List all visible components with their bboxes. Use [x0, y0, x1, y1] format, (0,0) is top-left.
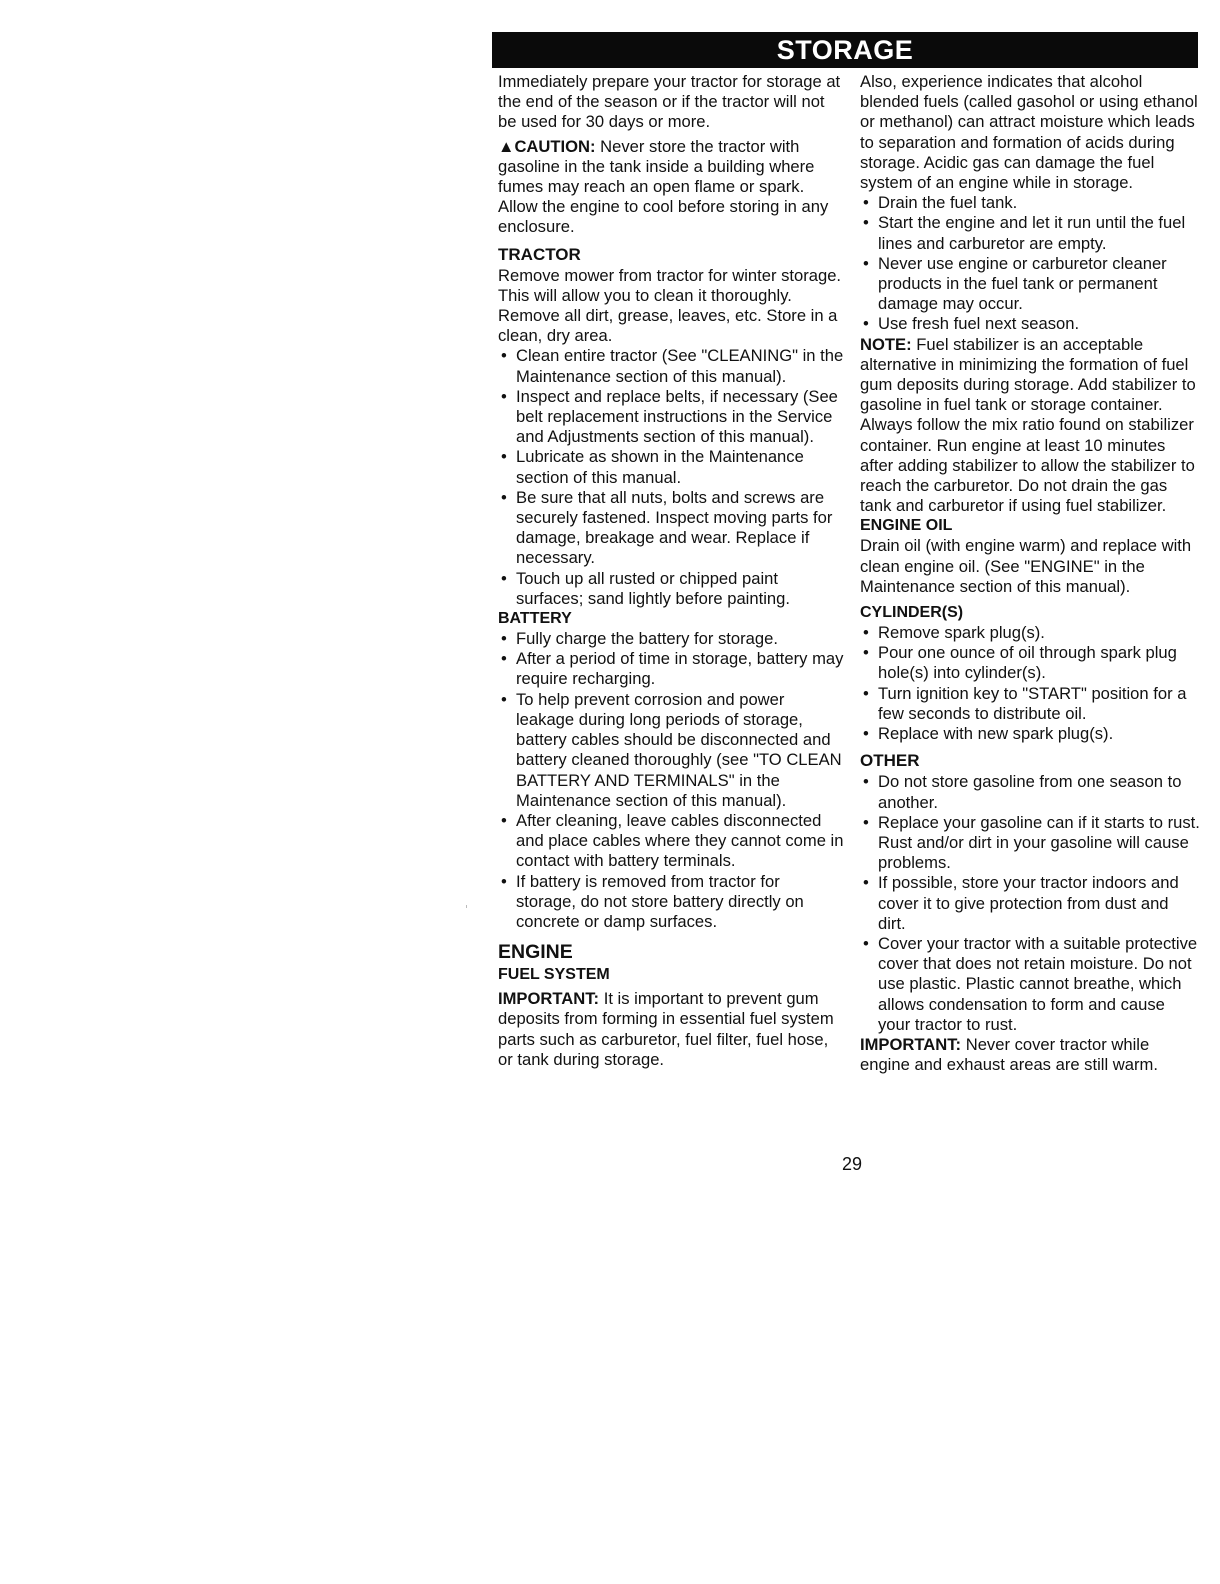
page-number: 29	[842, 1154, 863, 1174]
engine-oil-heading: ENGINE OIL	[860, 517, 953, 535]
engine-heading: ENGINE	[498, 941, 573, 964]
bullet-icon: •	[501, 487, 507, 507]
tractor-heading: TRACTOR	[498, 244, 581, 264]
bullet-icon: •	[863, 193, 869, 213]
bullet-icon: •	[863, 933, 869, 953]
bullet-icon: •	[863, 643, 869, 663]
bullet-icon: •	[863, 812, 869, 832]
bullet-icon: •	[501, 810, 507, 830]
list-item: • Pour one ounce of oil through spark plug hole(s) into cylinder(s).	[863, 643, 1177, 683]
bullet-icon: •	[863, 623, 869, 643]
fuel-list	[860, 193, 1200, 334]
list-item: • If possible, store your tractor indoors and cover it to give protection from dust and dirt.	[863, 873, 1179, 933]
section-banner	[492, 32, 1198, 68]
bullet-icon: •	[863, 873, 869, 893]
bullet-icon: •	[501, 346, 507, 366]
list-item: • Fully charge the battery for storage.	[501, 629, 778, 649]
bullet-icon: •	[501, 629, 507, 649]
other-list	[860, 772, 1200, 1035]
tractor-list	[498, 346, 844, 609]
bullet-icon: •	[501, 386, 507, 406]
bullet-icon: •	[863, 772, 869, 792]
list-item: • Never use engine or carburetor cleaner products in the fuel tank or permanent damage may occur.	[863, 253, 1167, 314]
caution-paragraph	[498, 137, 844, 238]
list-item: • Replace with new spark plug(s).	[863, 724, 1114, 744]
list-item: • Replace your gasoline can if it starts to rust. Rust and/or dirt in your gasoline will cause problems.	[863, 812, 1200, 873]
important-text: It is important to prevent gum deposits from forming in essential fuel system parts such as carburetor, fuel filter, fuel hose, or tank during storage.	[498, 989, 834, 1069]
alcohol-paragraph: Also, experience indicates that alcohol blended fuels (called gasohol or using ethanol or methanol) can attract moisture which leads to separation and formation of acids during storage. Acidic gas can damage the fuel system of an engine while in storage.	[860, 72, 1198, 193]
fuel-system-heading: FUEL SYSTEM	[498, 966, 610, 984]
list-item: • Turn ignition key to "START" position for a few seconds to distribute oil.	[863, 683, 1187, 723]
list-item: • Clean entire tractor (See "CLEANING" in the Maintenance section of this manual).	[501, 346, 844, 386]
list-item: • Touch up all rusted or chipped paint surfaces; sand lightly before painting.	[501, 568, 790, 608]
important-text: Never cover tractor while engine and exhaust areas are still warm.	[860, 1034, 1158, 1075]
list-item: • Start the engine and let it run until the fuel lines and carburetor are empty.	[863, 213, 1186, 253]
list-item: • Use fresh fuel next season.	[863, 314, 1080, 334]
battery-list	[498, 629, 844, 932]
battery-heading: BATTERY	[498, 610, 572, 628]
note-paragraph	[860, 335, 1200, 517]
list-item: • Cover your tractor with a suitable protective cover that does not retain moisture. Do not use plastic. Plastic cannot breathe, which allows condensation to form and cause your tractor to rust.	[863, 933, 1198, 1034]
important-label: IMPORTANT:	[860, 1034, 962, 1054]
bullet-icon: •	[501, 649, 507, 669]
list-item: • If battery is removed from tractor for storage, do not store battery directly on concrete or damp surfaces.	[501, 871, 804, 931]
important-paragraph	[860, 1035, 1200, 1075]
bullet-icon: •	[863, 253, 869, 273]
bullet-icon: •	[501, 568, 507, 588]
note-label: NOTE:	[860, 334, 912, 354]
engine-oil-paragraph: Drain oil (with engine warm) and replace with clean engine oil. (See "ENGINE" in the Maintenance section of this manual).	[860, 536, 1192, 596]
margin-mark	[466, 905, 467, 908]
tractor-paragraph: Remove mower from tractor for winter storage. This will allow you to clean it thoroughly. Remove all dirt, grease, leaves, etc. Store in a clean, dry area.	[498, 265, 842, 346]
bullet-icon: •	[863, 724, 869, 744]
bullet-icon: •	[863, 213, 869, 233]
cylinders-heading: CYLINDER(S)	[860, 604, 964, 622]
bullet-icon: •	[501, 447, 507, 467]
bullet-icon: •	[501, 871, 507, 891]
list-item: • Inspect and replace belts, if necessary (See belt replacement instructions in the Service and Adjustments section of this manual).	[501, 386, 838, 447]
bullet-icon: •	[863, 314, 869, 334]
bullet-icon: •	[863, 683, 869, 703]
list-item: • To help prevent corrosion and power leakage during long periods of storage, battery cables should be disconnected and battery cleaned thoroughly (see "TO CLEAN BATTERY AND TERMINALS" in the Maintenance section of this manual).	[501, 689, 842, 810]
caution-label: CAUTION:	[514, 136, 596, 156]
intro-paragraph: Immediately prepare your tractor for storage at the end of the season or if the tractor will not be used for 30 days or more.	[498, 72, 841, 132]
fuel-important-paragraph	[498, 989, 844, 1070]
other-heading: OTHER	[860, 751, 920, 771]
caution-icon: ▲	[498, 136, 515, 156]
important-label: IMPORTANT:	[498, 989, 600, 1009]
section-title: STORAGE	[776, 35, 914, 65]
note-text: Fuel stabilizer is an acceptable alternative in minimizing the formation of fuel gum deposits during storage. Add stabilizer to gasoline in fuel tank or storage container. Always follow the mix ratio found on stabilizer container. Run engine at least 10 minutes after adding stabilizer to allow the stabilizer to reach the carburetor. Do not drain the gas tank and carburetor if using fuel stabilizer.	[860, 334, 1196, 516]
list-item: • Lubricate as shown in the Maintenance section of this manual.	[501, 447, 804, 487]
list-item: • After a period of time in storage, battery may require recharging.	[501, 649, 844, 689]
list-item: • Drain the fuel tank.	[863, 193, 1018, 213]
left-column	[498, 72, 844, 1070]
list-item: • After cleaning, leave cables disconnected and place cables where they cannot come in contact with battery terminals.	[501, 810, 844, 871]
right-column	[860, 72, 1200, 1075]
cylinders-list	[860, 623, 1200, 744]
list-item: • Do not store gasoline from one season to another.	[863, 772, 1182, 812]
list-item: • Be sure that all nuts, bolts and screws are securely fastened. Inspect moving parts for damage, breakage and wear. Replace if necessary.	[501, 487, 833, 568]
list-item: • Remove spark plug(s).	[863, 623, 1045, 643]
caution-text: Never store the tractor with gasoline in the tank inside a building where fumes may reach an open flame or spark. Allow the engine to cool before storing in any enclosure.	[498, 136, 829, 237]
bullet-icon: •	[501, 689, 507, 709]
